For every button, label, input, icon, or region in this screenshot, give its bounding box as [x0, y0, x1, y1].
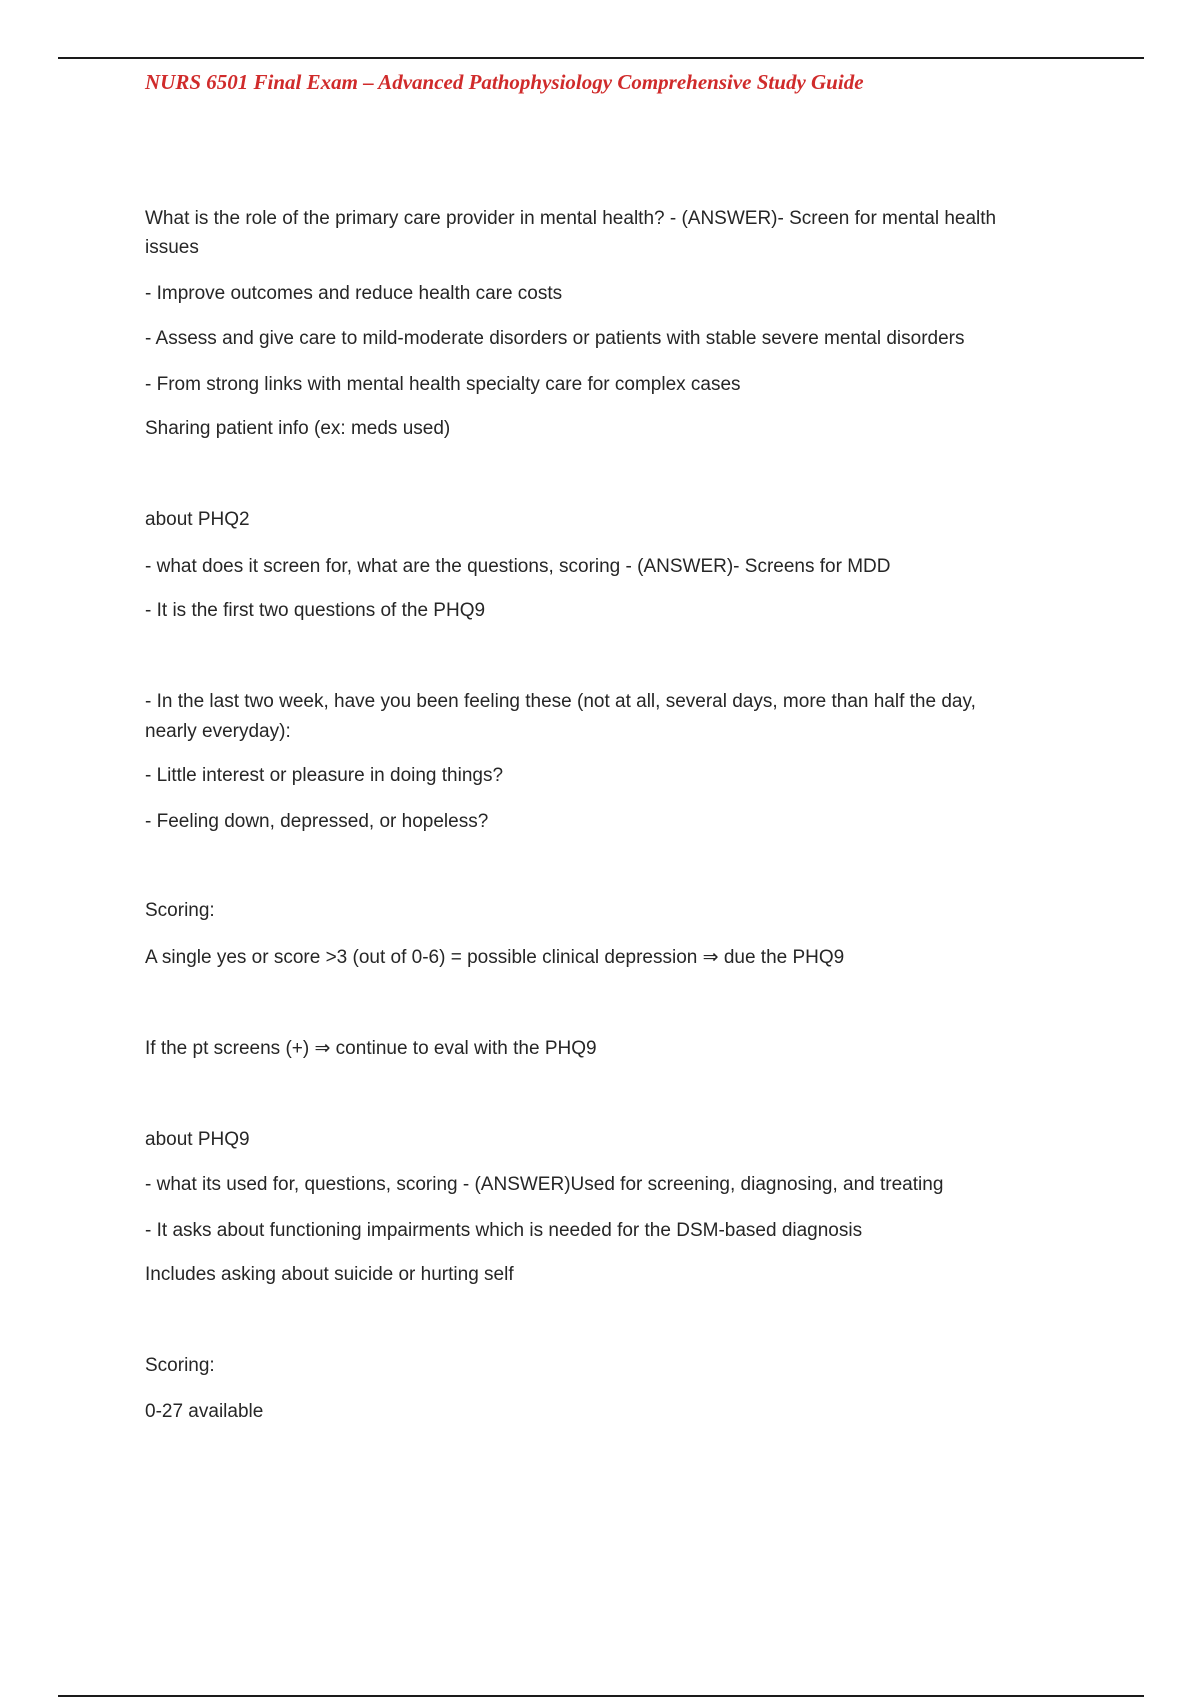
footer-rule [58, 1695, 1144, 1697]
text-line: Includes asking about suicide or hurting self [145, 1264, 514, 1285]
text-line: issues [145, 237, 199, 258]
text-line: - In the last two week, have you been feeling these (not at all, several days, more than half the day, [145, 691, 976, 712]
text-line: - It asks about functioning impairments which is needed for the DSM-based diagnosis [145, 1220, 863, 1241]
text-line: - From strong links with mental health specialty care for complex cases [145, 374, 741, 395]
text-line: - Assess and give care to mild-moderate disorders or patients with stable severe mental disorders [145, 328, 965, 349]
text-line: - Little interest or pleasure in doing things? [145, 765, 504, 786]
text-line: - Improve outcomes and reduce health care costs [145, 283, 563, 304]
text-line: Scoring: [145, 1355, 215, 1376]
text-line: - what does it screen for, what are the questions, scoring - (ANSWER)- Screens for MDD [145, 556, 891, 577]
header-rule [58, 57, 1144, 59]
text-line: A single yes or score >3 (out of 0-6) = possible clinical depression ⇒ due the PHQ9 [145, 947, 845, 968]
text-line: - Feeling down, depressed, or hopeless? [145, 811, 489, 832]
text-line: about PHQ9 [145, 1129, 250, 1150]
text-line: If the pt screens (+) ⇒ continue to eval with the PHQ9 [145, 1038, 597, 1059]
text-line: Sharing patient info (ex: meds used) [145, 418, 451, 439]
text-line: - what its used for, questions, scoring - (ANSWER)Used for screening, diagnosing, and treating [145, 1174, 944, 1195]
document-title: NURS 6501 Final Exam – Advanced Pathophysiology Comprehensive Study Guide [145, 70, 864, 94]
text-line: about PHQ2 [145, 509, 250, 530]
text-line: - It is the first two questions of the PHQ9 [145, 600, 486, 621]
text-line: nearly everyday): [145, 721, 291, 742]
text-line: 0-27 available [145, 1401, 264, 1422]
text-line: Scoring: [145, 900, 215, 921]
text-line: What is the role of the primary care provider in mental health? - (ANSWER)- Screen for mental health [145, 208, 997, 229]
